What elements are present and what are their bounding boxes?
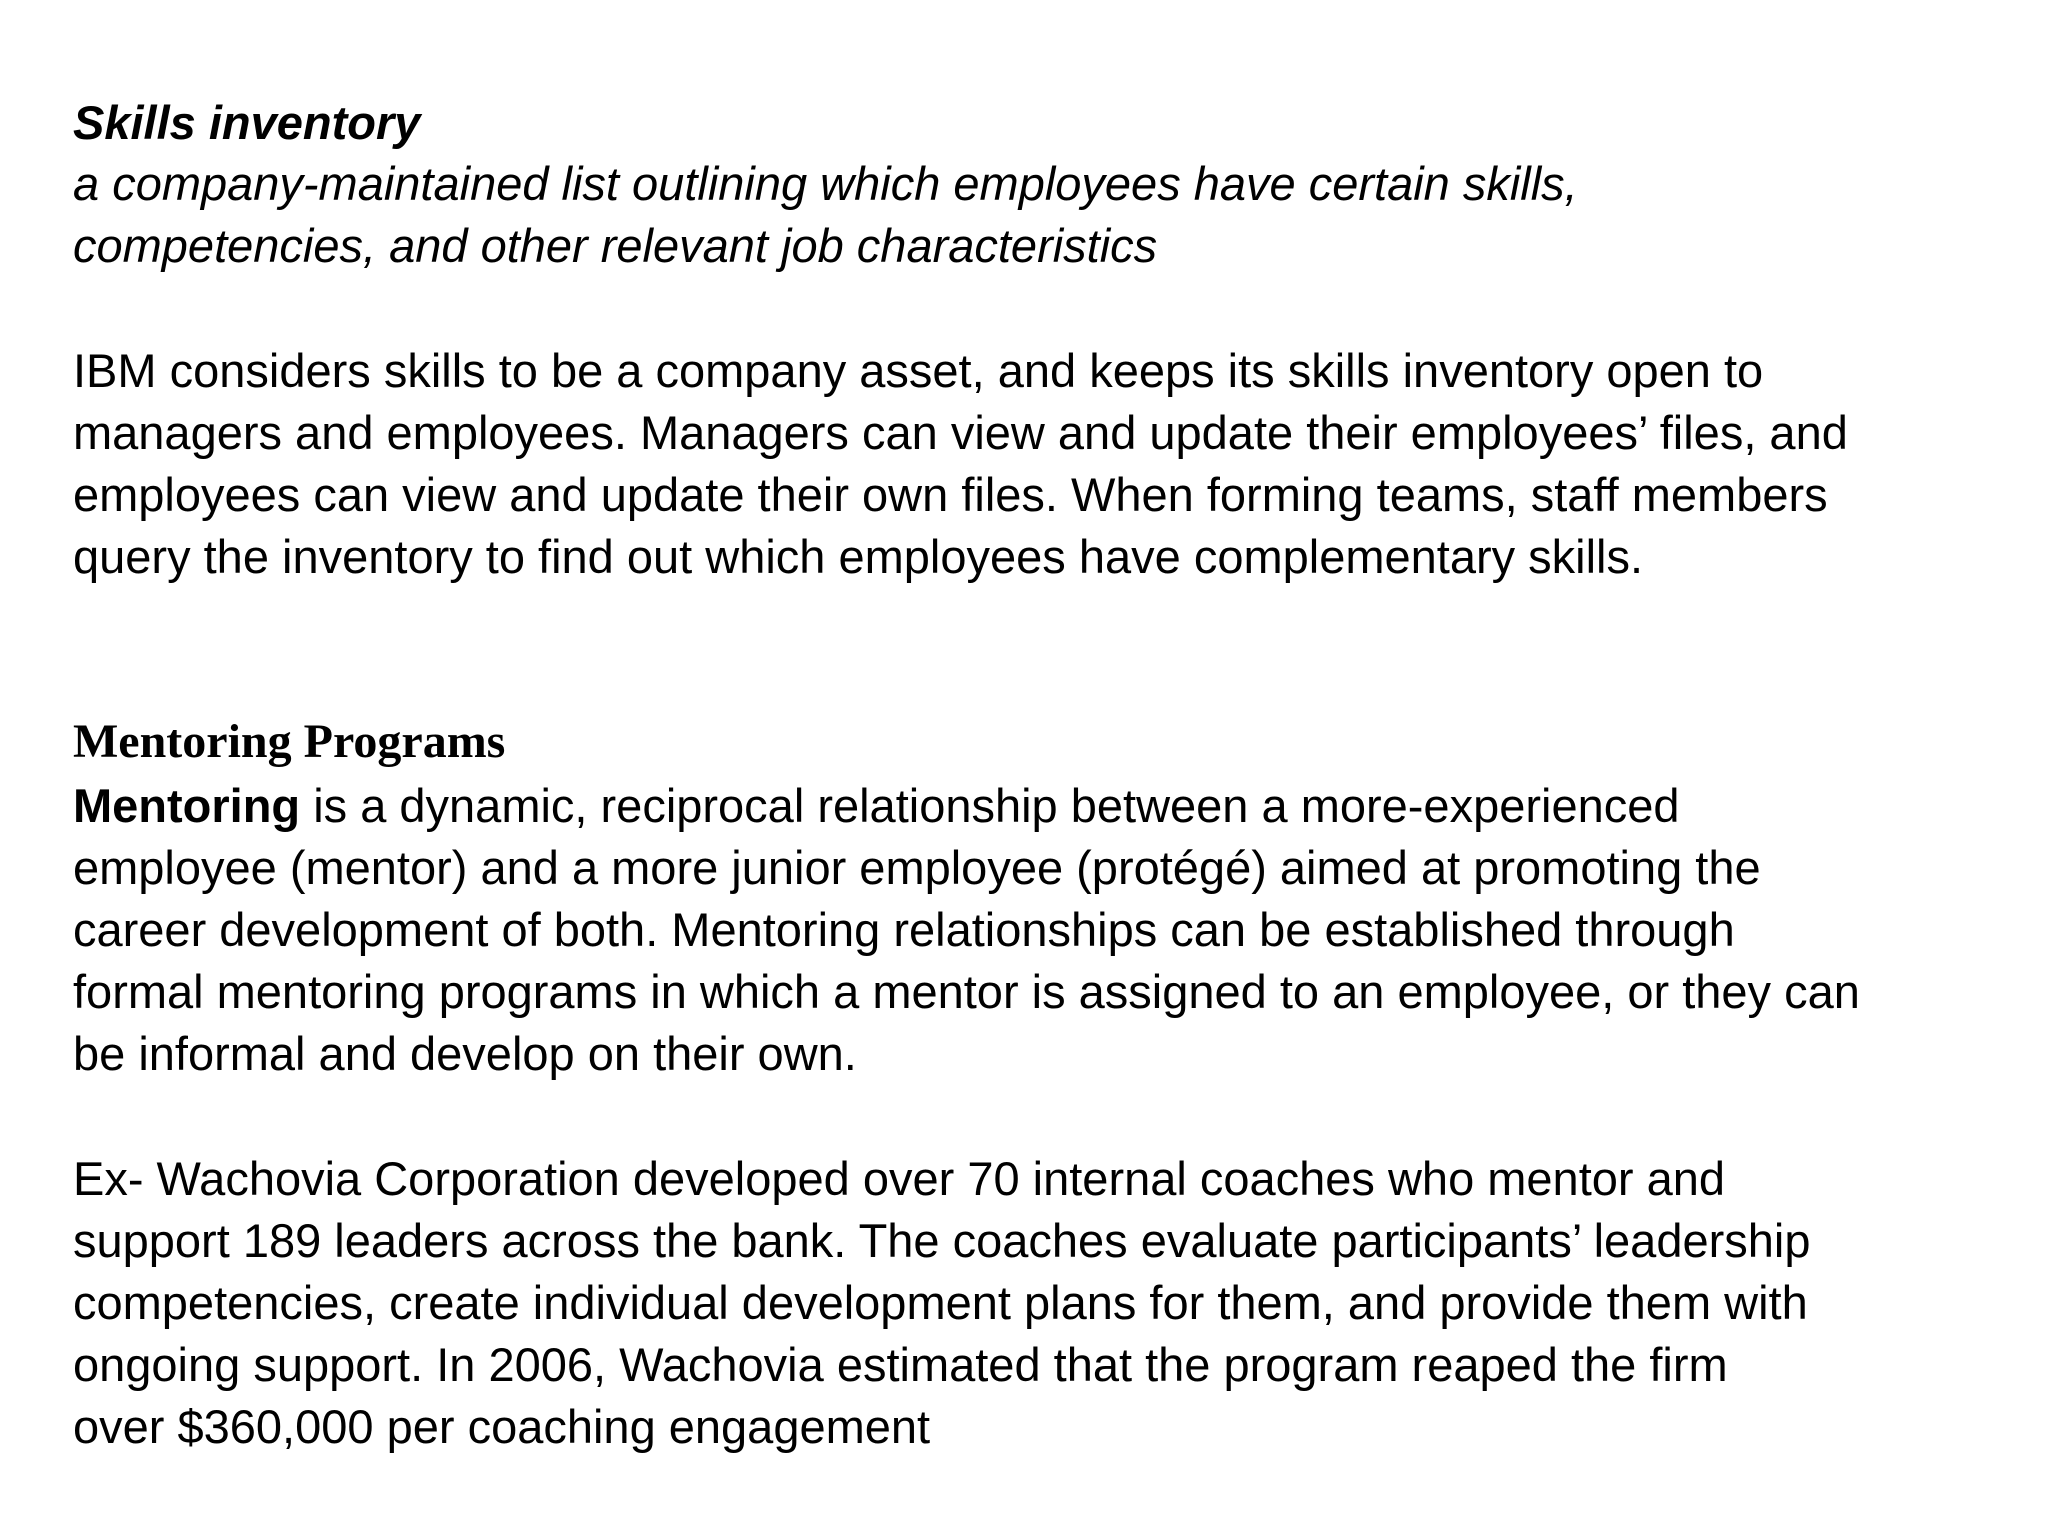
- paragraph-line: ongoing support. In 2006, Wachovia estimated that the program reaped the firm: [73, 1338, 1728, 1391]
- skills-inventory-heading: Skills inventory: [73, 96, 421, 149]
- ibm-example-paragraph: [73, 340, 2033, 588]
- paragraph-line: be informal and develop on their own.: [73, 1027, 857, 1080]
- paragraph-line: query the inventory to find out which employees have complementary skills.: [73, 530, 1644, 583]
- paragraph-line: formal mentoring programs in which a mentor is assigned to an employee, or they can: [73, 965, 1860, 1018]
- first-line-text: is a dynamic, reciprocal relationship between a more-experienced: [300, 779, 1680, 832]
- paragraph-line: employee (mentor) and a more junior employee (protégé) aimed at promoting the: [73, 841, 1761, 894]
- paragraph-line: career development of both. Mentoring relationships can be established through: [73, 903, 1735, 956]
- paragraph-line: managers and employees. Managers can view and update their employees’ files, and: [73, 406, 1848, 459]
- paragraph-line: [73, 775, 2038, 837]
- paragraph-line: Ex- Wachovia Corporation developed over 70 internal coaches who mentor and: [73, 1152, 1726, 1205]
- paragraph-line: employees can view and update their own files. When forming teams, staff members: [73, 468, 1828, 521]
- mentoring-programs-heading: Mentoring Programs: [73, 715, 506, 768]
- definition-line: competencies, and other relevant job characteristics: [73, 219, 1158, 272]
- mentoring-definition-paragraph: [73, 775, 2038, 1085]
- definition-line: a company-maintained list outlining which employees have certain skills,: [73, 157, 1578, 210]
- paragraph-line: competencies, create individual development plans for them, and provide them with: [73, 1276, 1808, 1329]
- paragraph-line: IBM considers skills to be a company asset, and keeps its skills inventory open to: [73, 344, 1764, 397]
- wachovia-example-paragraph: [73, 1148, 2038, 1458]
- paragraph-line: over $360,000 per coaching engagement: [73, 1400, 931, 1453]
- paragraph-line: support 189 leaders across the bank. The coaches evaluate participants’ leadership: [73, 1214, 1811, 1267]
- skills-inventory-definition: [73, 153, 2023, 277]
- mentoring-term: Mentoring: [73, 779, 301, 832]
